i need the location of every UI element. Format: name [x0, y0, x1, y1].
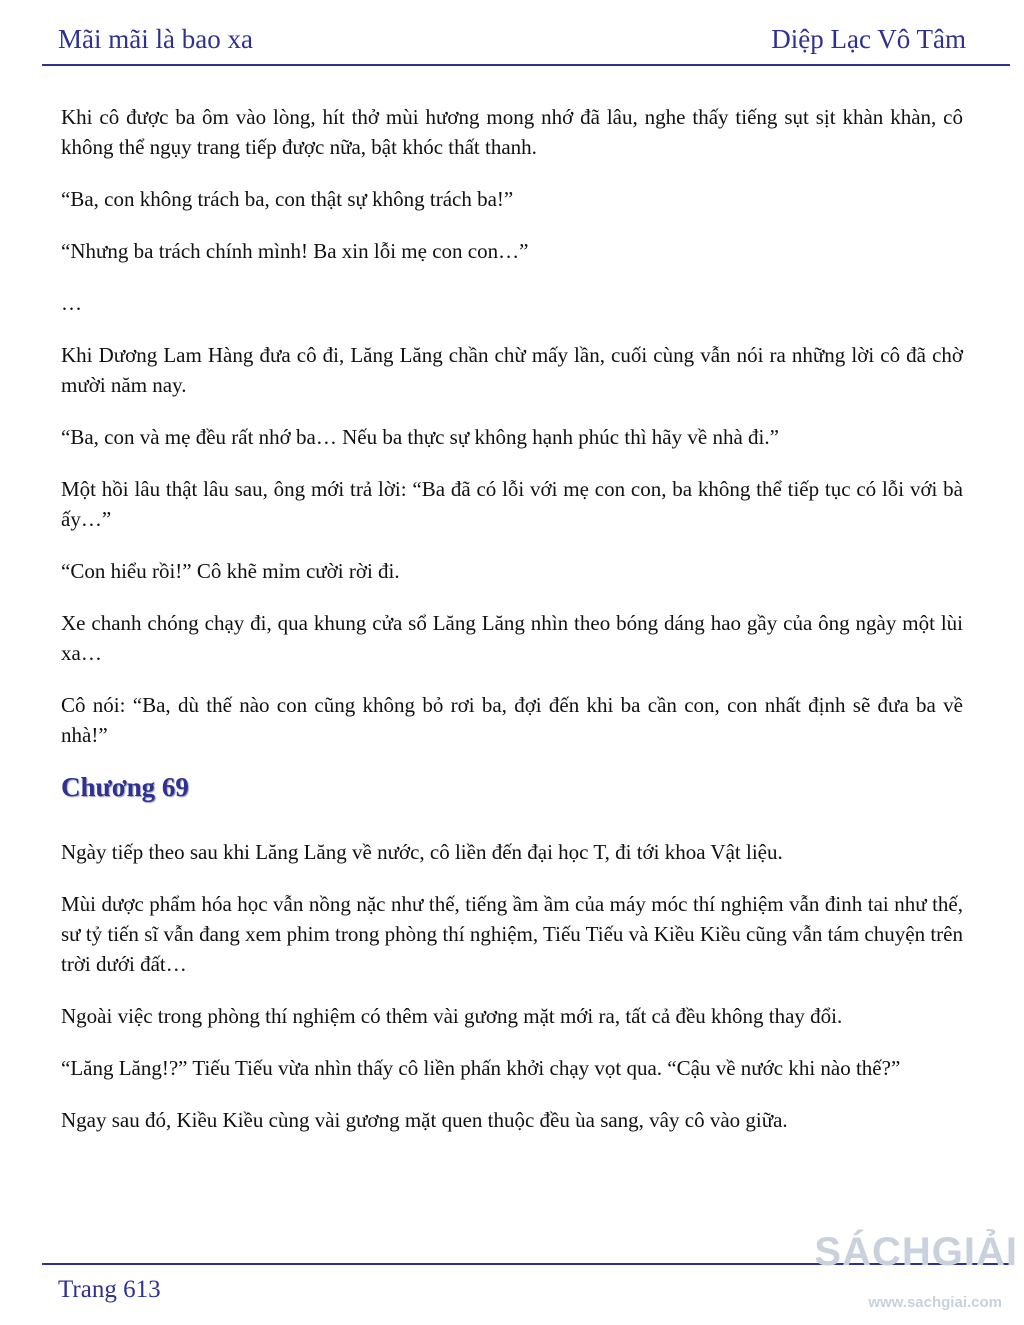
paragraph: Ngày tiếp theo sau khi Lăng Lăng về nước, cô liền đến đại học T, đi tới khoa Vật liệu.: [61, 840, 783, 864]
chapter-heading: Chương 69: [61, 772, 189, 802]
author-name: Diệp Lạc Vô Tâm: [771, 24, 966, 54]
paragraph: Một hồi lâu thật lâu sau, ông mới trả lời: “Ba đã có lỗi với mẹ con con, ba không thể tiếp tục có lỗi với bà ấy…”: [61, 477, 963, 531]
paragraph: Xe chanh chóng chạy đi, qua khung cửa sổ Lăng Lăng nhìn theo bóng dáng hao gầy của ông ngày một lùi xa…: [61, 611, 963, 665]
paragraph: Mùi dược phẩm hóa học vẫn nồng nặc như thế, tiếng ầm ầm của máy móc thí nghiệm vẫn đinh tai như thế, sư tỷ tiến sĩ vẫn đang xem phim trong phòng thí nghiệm, Tiếu Tiếu và Kiều Kiều cũng vẫn tám chuyện trên trời dưới đất…: [61, 892, 963, 976]
paragraph: Khi cô được ba ôm vào lòng, hít thở mùi hương mong nhớ đã lâu, nghe thấy tiếng sụt sịt khàn khàn, cô không thể ngụy trang tiếp được nữa, bật khóc thất thanh.: [61, 105, 963, 159]
paragraph: Cô nói: “Ba, dù thế nào con cũng không bỏ rơi ba, đợi đến khi ba cần con, con nhất định sẽ đưa ba về nhà!”: [61, 693, 963, 747]
watermark-logo: SÁCHGIẢI: [814, 1230, 1018, 1274]
paragraph: “Con hiểu rồi!” Cô khẽ mỉm cười rời đi.: [61, 559, 400, 583]
page-body: [61, 102, 963, 1157]
paragraph: Ngay sau đó, Kiều Kiều cùng vài gương mặt quen thuộc đều ùa sang, vây cô vào giữa.: [61, 1108, 788, 1132]
paragraph: “Ba, con và mẹ đều rất nhớ ba… Nếu ba thực sự không hạnh phúc thì hãy về nhà đi.”: [61, 425, 779, 449]
paragraph: Ngoài việc trong phòng thí nghiệm có thêm vài gương mặt mới ra, tất cả đều không thay đổi.: [61, 1004, 843, 1028]
paragraph: “Ba, con không trách ba, con thật sự không trách ba!”: [61, 187, 514, 211]
header-divider: [42, 64, 1010, 66]
paragraph: …: [61, 291, 82, 315]
watermark-url: www.sachgiai.com: [868, 1294, 1002, 1311]
watermark: [814, 1224, 1018, 1322]
page-header: [0, 0, 1024, 70]
paragraph: Khi Dương Lam Hàng đưa cô đi, Lăng Lăng chần chừ mấy lần, cuối cùng vẫn nói ra những lời cô đã chờ mười năm nay.: [61, 343, 963, 397]
paragraph: “Nhưng ba trách chính mình! Ba xin lỗi mẹ con con…”: [61, 239, 529, 263]
page-number: Trang 613: [58, 1276, 161, 1303]
paragraph: “Lăng Lăng!?” Tiếu Tiếu vừa nhìn thấy cô liền phấn khởi chạy vọt qua. “Cậu về nước khi nào thế?”: [61, 1056, 901, 1080]
book-title: Mãi mãi là bao xa: [58, 24, 253, 54]
